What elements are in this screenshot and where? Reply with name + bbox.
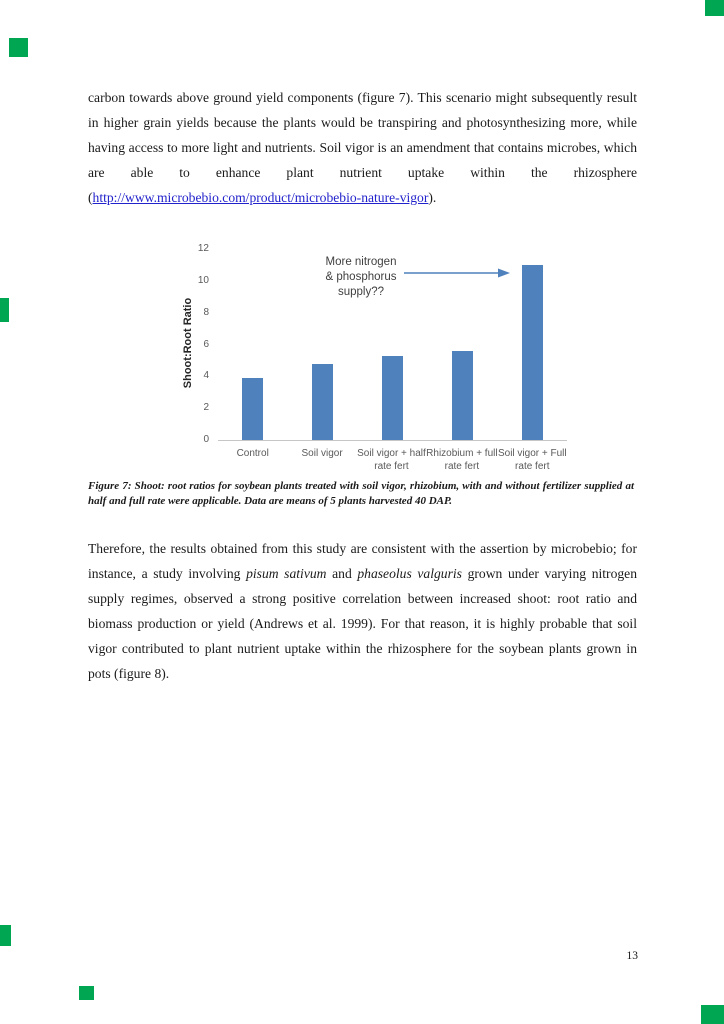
bar-2	[382, 356, 403, 440]
paragraph-1	[88, 85, 637, 210]
green-marker-top-right	[705, 0, 724, 16]
figure-7-chart	[183, 240, 583, 478]
green-marker-bottom-right	[701, 1005, 724, 1024]
text-segment: carbon towards above ground yield components (figure 7). This scenario might subsequently result in higher grain yields because the plants would be transpiring and photosynthesizing more, while having access to more light and nutrients. Soil vigor is an amendment that contains microbes, which are able to enhance plant nutrient uptake within the rhizosphere (	[88, 90, 637, 205]
y-axis-title: Shoot:Root Ratio	[182, 297, 194, 389]
bar-3	[452, 351, 473, 440]
text-segment: phaseolus valguris	[357, 566, 462, 581]
chart-annotation-line: More nitrogen	[325, 256, 397, 268]
chart-annotation-line: & phosphorus	[325, 271, 397, 283]
text-segment: ).	[428, 190, 437, 205]
bar-slot	[218, 249, 288, 440]
green-marker-bottom-inner	[79, 986, 94, 1000]
chart-annotation-line: supply??	[337, 286, 385, 298]
green-marker-left-bottom	[0, 925, 11, 946]
page-number: 13	[626, 950, 638, 962]
arrow-head	[498, 269, 510, 278]
bar-1	[312, 364, 333, 440]
y-tick-label: 6	[203, 338, 209, 350]
paragraph-2	[88, 536, 637, 686]
y-tick-label: 8	[203, 306, 209, 318]
green-marker-top-left	[9, 38, 28, 57]
text-segment: Therefore, the results obtained from this study are consistent with the assertion by microbebio; for instance, a study involving	[88, 541, 637, 581]
x-category-label: Control	[236, 448, 269, 459]
y-tick-label: 10	[197, 274, 209, 286]
bar-0	[242, 378, 263, 440]
x-category-label: Soil vigor + Full rate fert	[497, 448, 567, 472]
y-tick-label: 2	[203, 402, 209, 414]
x-category-label: Rhizobium + full rate fert	[426, 448, 498, 472]
text-segment: and	[326, 566, 358, 581]
x-category-label: Soil vigor	[301, 448, 343, 459]
x-axis-line	[218, 440, 567, 441]
hyperlink[interactable]: http://www.microbebio.com/product/microbebio-nature-vigor	[92, 190, 429, 205]
green-marker-left-middle	[0, 298, 9, 322]
figure-caption: Figure 7: Shoot: root ratios for soybean plants treated with soil vigor, rhizobium, with and without fertilizer supplied at half and full rate were applicable. Data are means of 5 plants harvested 40 DAP.	[88, 480, 634, 507]
y-tick-label: 12	[197, 243, 209, 254]
text-segment: grown under varying nitrogen supply regimes, observed a strong positive correlation between increased shoot: root ratio and biomass production or yield (Andrews et al. 1999). For that reason, it is highly probable that soil vigor contributed to plant nutrient uptake within the rhizosphere for the soybean plants grown in pots (figure 8).	[88, 566, 637, 681]
y-tick-label: 4	[203, 370, 209, 382]
y-axis-ticks	[183, 243, 209, 445]
y-tick-label: 0	[203, 434, 209, 445]
text-segment: pisum sativum	[246, 566, 327, 581]
x-category-label: Soil vigor + half rate fert	[357, 448, 426, 472]
x-axis-labels	[218, 447, 567, 473]
chart-annotation	[313, 255, 409, 300]
annotation-arrow-icon	[404, 266, 511, 280]
bar-4	[522, 265, 543, 440]
